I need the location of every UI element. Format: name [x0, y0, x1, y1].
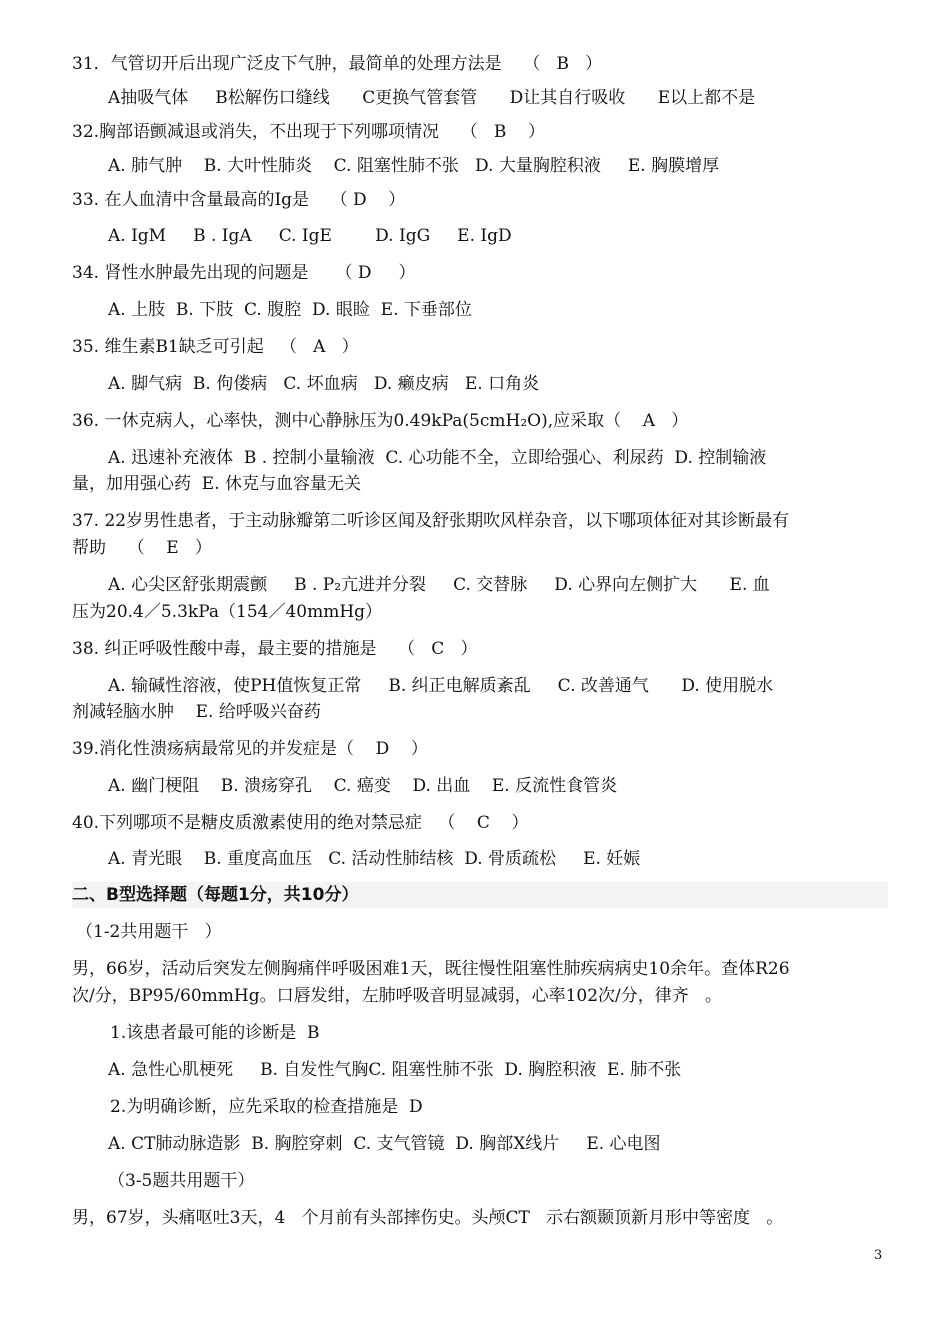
b-question-2: 2.为明确诊断，应先采取的检查措施是 D [110, 1097, 423, 1117]
question-32-stem: 32.胸部语颤减退或消失，不出现于下列哪项情况 （ B ） [72, 122, 545, 142]
question-38-options-line1: A. 输碱性溶液，使PH值恢复正常 B. 纠正电解质紊乱 C. 改善通气 D. 使用脱水 [108, 676, 774, 696]
question-31-options: A抽吸气体 B松解伤口缝线 C更换气管套管 D让其自行吸收 E以上都不是 [108, 88, 756, 108]
question-35-stem: 35. 维生素B1缺乏可引起 （ A ） [72, 337, 359, 357]
question-36-stem: 36. 一休克病人，心率快，测中心静脉压为0.49kPa(5cmH₂O),应采取（ A ） [72, 411, 689, 431]
question-37-stem-line1: 37. 22岁男性患者，于主动脉瓣第二听诊区闻及舒张期吹风样杂音，以下哪项体征对其诊断最有 [72, 511, 790, 531]
question-39-options: A. 幽门梗阻 B. 溃疡穿孔 C. 癌变 D. 出血 E. 反流性食管炎 [108, 776, 618, 796]
question-32-options: A. 肺气肿 B. 大叶性肺炎 C. 阻塞性肺不张 D. 大量胸腔积液 E. 胸膜增厚 [108, 156, 720, 176]
question-38-stem: 38. 纠正呼吸性酸中毒，最主要的措施是 （ C ） [72, 639, 478, 659]
page-number: 3 [874, 1248, 883, 1263]
question-38-options-line2: 剂减轻脑水肿 E. 给呼吸兴奋药 [72, 702, 321, 722]
question-31-stem: 31．气管切开后出现广泛皮下气肿，最简单的处理方法是 （ B ） [72, 54, 603, 74]
question-35-options: A. 脚气病 B. 佝偻病 C. 坏血病 D. 癞皮病 E. 口角炎 [108, 374, 540, 394]
question-37-options-line1: A. 心尖区舒张期震颤 B . P₂亢进并分裂 C. 交替脉 D. 心界向左侧扩大 E. 血 [108, 575, 770, 595]
question-37-options-line2: 压为20.4／5.3kPa（154／40mmHg） [72, 602, 383, 622]
group2-label: （3-5题共用题干） [108, 1171, 255, 1191]
question-34-stem: 34. 肾性水肿最先出现的问题是 （ D ） [72, 263, 416, 283]
b-question-1-options: A. 急性心肌梗死 B. 自发性气胸C. 阻塞性肺不张 D. 胸腔积液 E. 肺不张 [108, 1060, 682, 1080]
group2-stem: 男，67岁，头痛呕吐3天，4 个月前有头部摔伤史。头颅CT 示右额颞顶新月形中等密度 。 [72, 1208, 784, 1228]
b-question-2-options: A. CT肺动脉造影 B. 胸腔穿刺 C. 支气管镜 D. 胸部X线片 E. 心电图 [108, 1134, 661, 1154]
question-33-options: A. IgM B . IgA C. IgE D. IgG E. IgD [108, 226, 512, 246]
question-37-stem-line2: 帮助 （ E ） [72, 538, 212, 558]
question-36-options-line2: 量，加用强心药 E. 休克与血容量无关 [72, 474, 362, 494]
question-36-options-line1: A. 迅速补充液体 B . 控制小量输液 C. 心功能不全，立即给强心、利尿药 D. 控制输液 [108, 448, 767, 468]
question-34-options: A. 上肢 B. 下肢 C. 腹腔 D. 眼睑 E. 下垂部位 [108, 300, 472, 320]
question-40-stem: 40.下列哪项不是糖皮质激素使用的绝对禁忌症 （ C ） [72, 813, 529, 833]
group1-stem-line1: 男，66岁，活动后突发左侧胸痛伴呼吸困难1天，既往慢性阻塞性肺疾病病史10余年。查体R26 [72, 959, 790, 979]
question-33-stem: 33. 在人血清中含量最高的Ig是 （ D ） [72, 190, 406, 210]
section-title: 二、B型选择题（每题1分，共10分） [72, 882, 888, 908]
group1-label: （1-2共用题干 ） [76, 922, 222, 942]
question-40-options: A. 青光眼 B. 重度高血压 C. 活动性肺结核 D. 骨质疏松 E. 妊娠 [108, 849, 641, 869]
group1-stem-line2: 次/分，BP95/60mmHg。口唇发绀，左肺呼吸音明显减弱，心率102次/分，律齐 。 [72, 986, 722, 1006]
question-39-stem: 39.消化性溃疡病最常见的并发症是（ D ） [72, 739, 428, 759]
b-question-1: 1.该患者最可能的诊断是 B [110, 1023, 320, 1043]
